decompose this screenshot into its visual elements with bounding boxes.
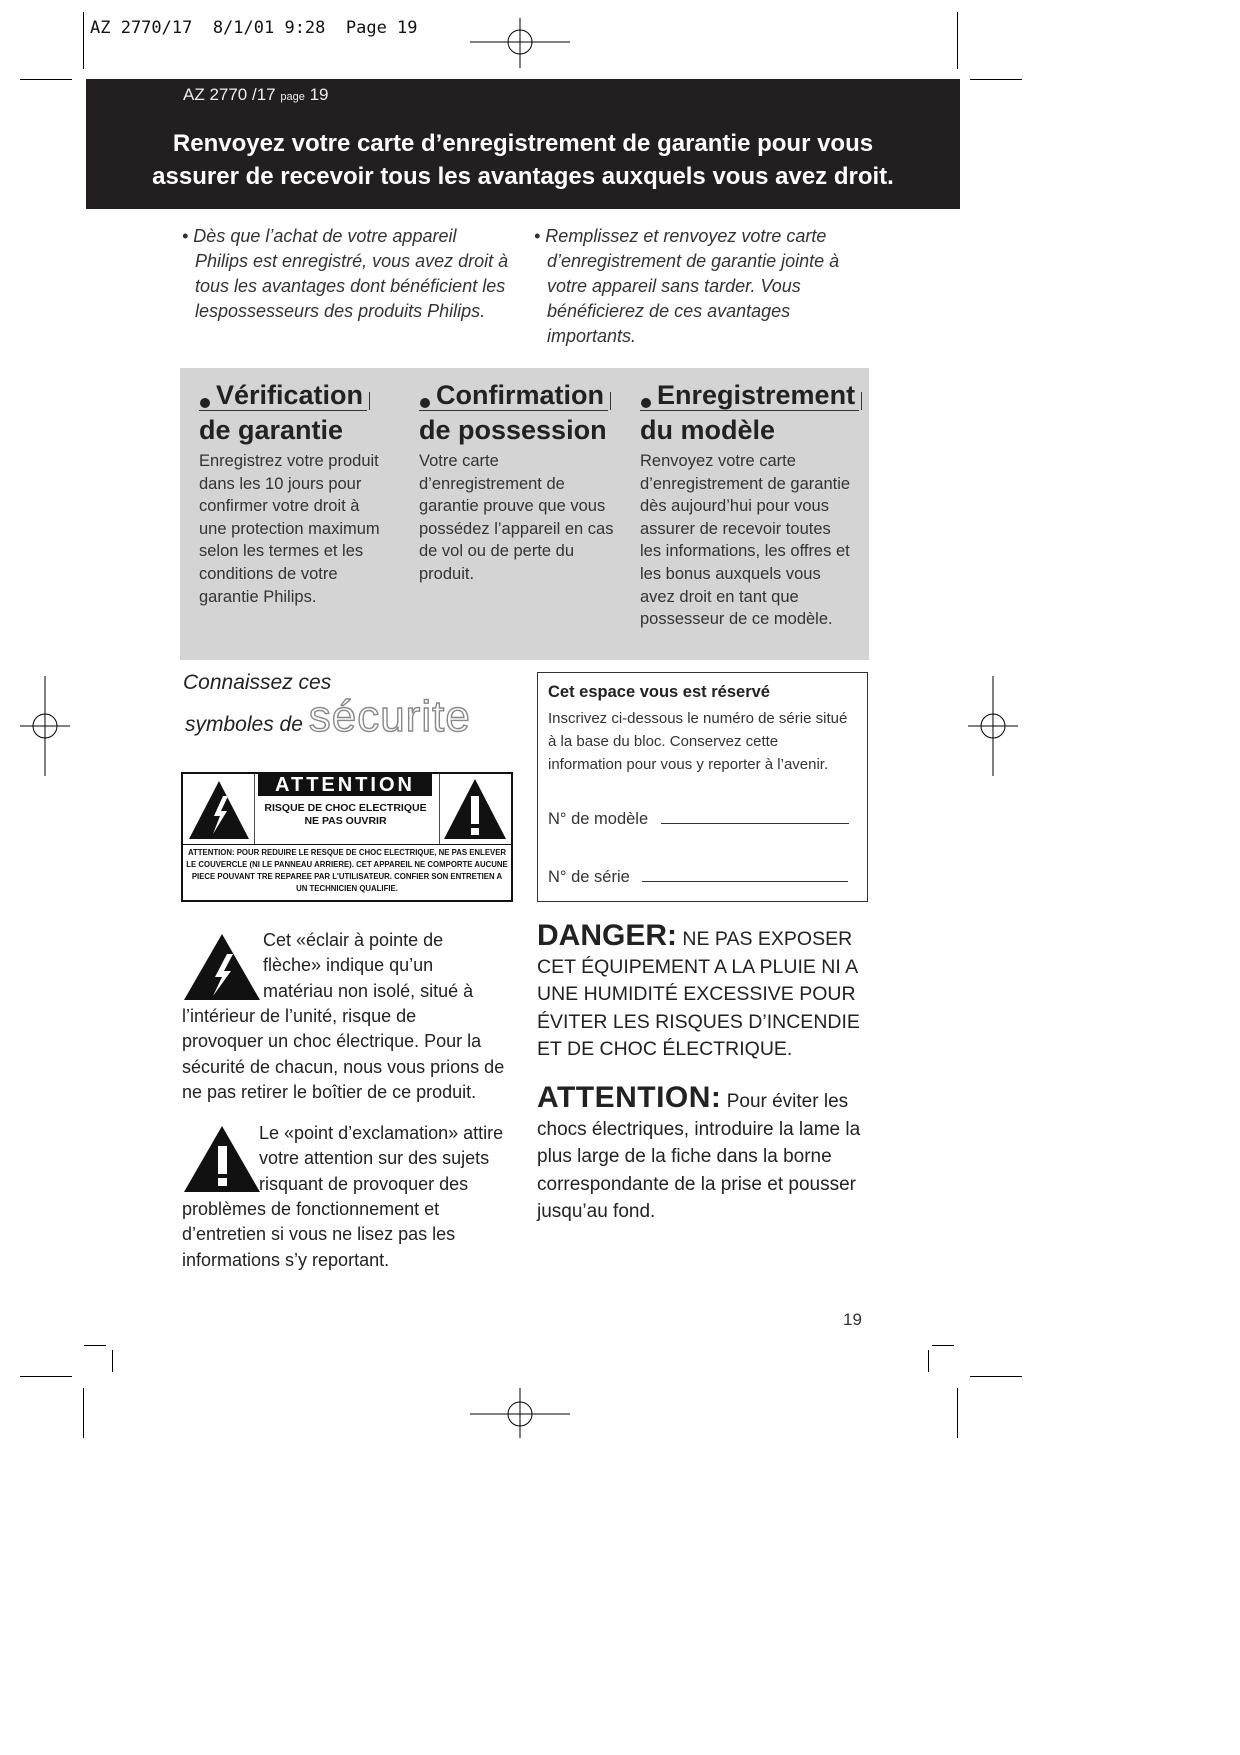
benefit-subheading: de garantie: [199, 415, 344, 445]
benefit-body: Votre carte d’enregistrement de garantie prouve que vous possédez l’appareil en cas de vol ou de perte du produit.: [419, 452, 614, 583]
header-reference: [183, 85, 329, 105]
model-number-label: N° de modèle: [548, 810, 649, 828]
page-number: 19: [843, 1310, 862, 1329]
benefit-body: Renvoyez votre carte d’enregistrement de garantie dès aujourd’hui pour vous assurer de recevoir toutes les informations, les offres et les bonus auxquels vous avez droit en tant que possesseur de ce modèle.: [640, 452, 851, 629]
intro-right: [534, 224, 874, 349]
reserved-instructions: Inscrivez ci-dessous le numéro de série situé à la base du bloc. Conservez cette information pour vous y reporter à l’avenir.: [548, 710, 848, 773]
intro-line: • Dès que l’achat de votre appareil: [182, 226, 457, 246]
lightning-warning-icon: [183, 774, 255, 844]
benefit-subheading: du modèle: [640, 415, 776, 445]
benefit-heading: Enregistrement: [640, 380, 859, 411]
registration-mark-right: [968, 676, 1018, 776]
serial-number-line[interactable]: [642, 867, 848, 882]
reserved-title: Cet espace vous est réservé: [548, 683, 770, 701]
exclamation-symbol-icon: [182, 1122, 262, 1194]
page-title: [86, 127, 960, 193]
benefit-heading: Vérification: [199, 380, 367, 411]
lightning-symbol-icon: [182, 930, 262, 1002]
header-page-no: 19: [309, 85, 329, 104]
benefit-body: Enregistrez votre produit dans les 10 jours pour confirmer votre droit à une protection maximum selon les termes et les conditions de votre garantie Philips.: [199, 452, 380, 606]
title-line: Renvoyez votre carte d’enregistrement de garantie pour vous: [172, 130, 874, 157]
registration-mark-top: [470, 18, 570, 68]
reserved-space-box: [537, 672, 868, 902]
intro-line: d’enregistrement de garantie jointe à: [547, 251, 840, 271]
intro-line: • Remplissez et renvoyez votre carte: [534, 226, 827, 246]
benefit-enregistrement: [640, 378, 865, 631]
benefit-confirmation: [419, 378, 619, 586]
warning-label-subtitle: RISQUE DE CHOC ELECTRIQUE NE PAS OUVRIR: [264, 802, 427, 827]
intro-line: Philips est enregistré, vous avez droit à: [195, 251, 509, 271]
benefit-subheading: de possession: [419, 415, 607, 445]
registration-mark-left: [20, 676, 70, 776]
securite-word: sécurite: [308, 692, 471, 741]
model-number-field[interactable]: [548, 809, 849, 829]
benefit-heading: Confirmation: [419, 380, 608, 411]
attention-warning: ATTENTION: Pour éviter les chocs électriques, introduire la lame la plus large de la fiche dans la borne correspondante de la prise et pousser jusqu’au fond.: [537, 1081, 861, 1222]
safety-heading-text: symboles de: [185, 713, 303, 736]
danger-label: DANGER:: [537, 919, 677, 952]
intro-line: lespossesseurs des produits Philips.: [195, 301, 486, 321]
benefit-verification: [199, 378, 399, 608]
benefits-panel: [180, 368, 869, 660]
title-line: assurer de recevoir tous les avantages auxquels vous avez droit.: [152, 163, 894, 190]
model-ref: AZ 2770 /17: [183, 85, 276, 104]
attention-label: ATTENTION:: [537, 1081, 722, 1114]
intro-line: votre appareil sans tarder. Vous: [547, 276, 801, 296]
warning-label: [181, 772, 513, 902]
lightning-text-top: Cet «éclair à pointe de flèche» indique qu’un matériau non isolé, situé à: [263, 930, 474, 1001]
serial-number-label: N° de série: [548, 868, 630, 886]
intro-line: importants.: [547, 326, 637, 346]
safety-heading-line2: [185, 692, 471, 742]
exclamation-text-top: Le «point d’exclamation» attire votre attention sur des sujets risquant de provoquer des: [259, 1123, 504, 1194]
lightning-text-bottom: l’intérieur de l’unité, risque de provoquer un choc électrique. Pour la sécurité de chacun, nous vous prions de ne pas retirer le boîtier de ce produit.: [182, 1006, 505, 1102]
warning-label-notice: ATTENTION: POUR REDUIRE LE RESQUE DE CHOC ELECTRIQUE, NE PAS ENLEVER LE COUVERCLE (NI LE PANNEAU ARRIERE). CET APPAREIL NE COMPORTE AUCUNE PIECE POUVANT TRE REPAREE PAR L'UTILISATEUR. CONFIER SON ENTRETIEN A UN TECHNICIEN QUALIFIE.: [186, 848, 508, 893]
intro-left: [182, 224, 512, 324]
serial-number-field[interactable]: [548, 867, 848, 887]
danger-warning: DANGER: NE PAS EXPOSER CET ÉQUIPEMENT A LA PLUIE NI A UNE HUMIDITÉ EXCESSIVE POUR ÉVITER LES RISQUES D’INCENDIE ET DE CHOC ÉLECTRIQUE.: [537, 919, 860, 1060]
page-word: page: [280, 91, 305, 103]
registration-mark-bottom: [470, 1388, 570, 1438]
exclamation-text-bottom: problèmes de fonctionnement et d’entretien si vous ne lisez pas les informations s’y reportant.: [182, 1199, 456, 1270]
intro-line: tous les avantages dont bénéficient les: [195, 276, 506, 296]
print-slug: AZ 2770/17 8/1/01 9:28 Page 19: [90, 18, 418, 38]
header-band: [86, 79, 960, 209]
warning-label-top: [183, 774, 511, 845]
intro-line: bénéficierez de ces avantages: [547, 301, 791, 321]
warning-label-title: ATTENTION: [258, 774, 432, 796]
exclamation-warning-icon: [439, 774, 511, 844]
model-number-line[interactable]: [661, 809, 849, 824]
safety-heading-line1: Connaissez ces: [183, 671, 332, 694]
